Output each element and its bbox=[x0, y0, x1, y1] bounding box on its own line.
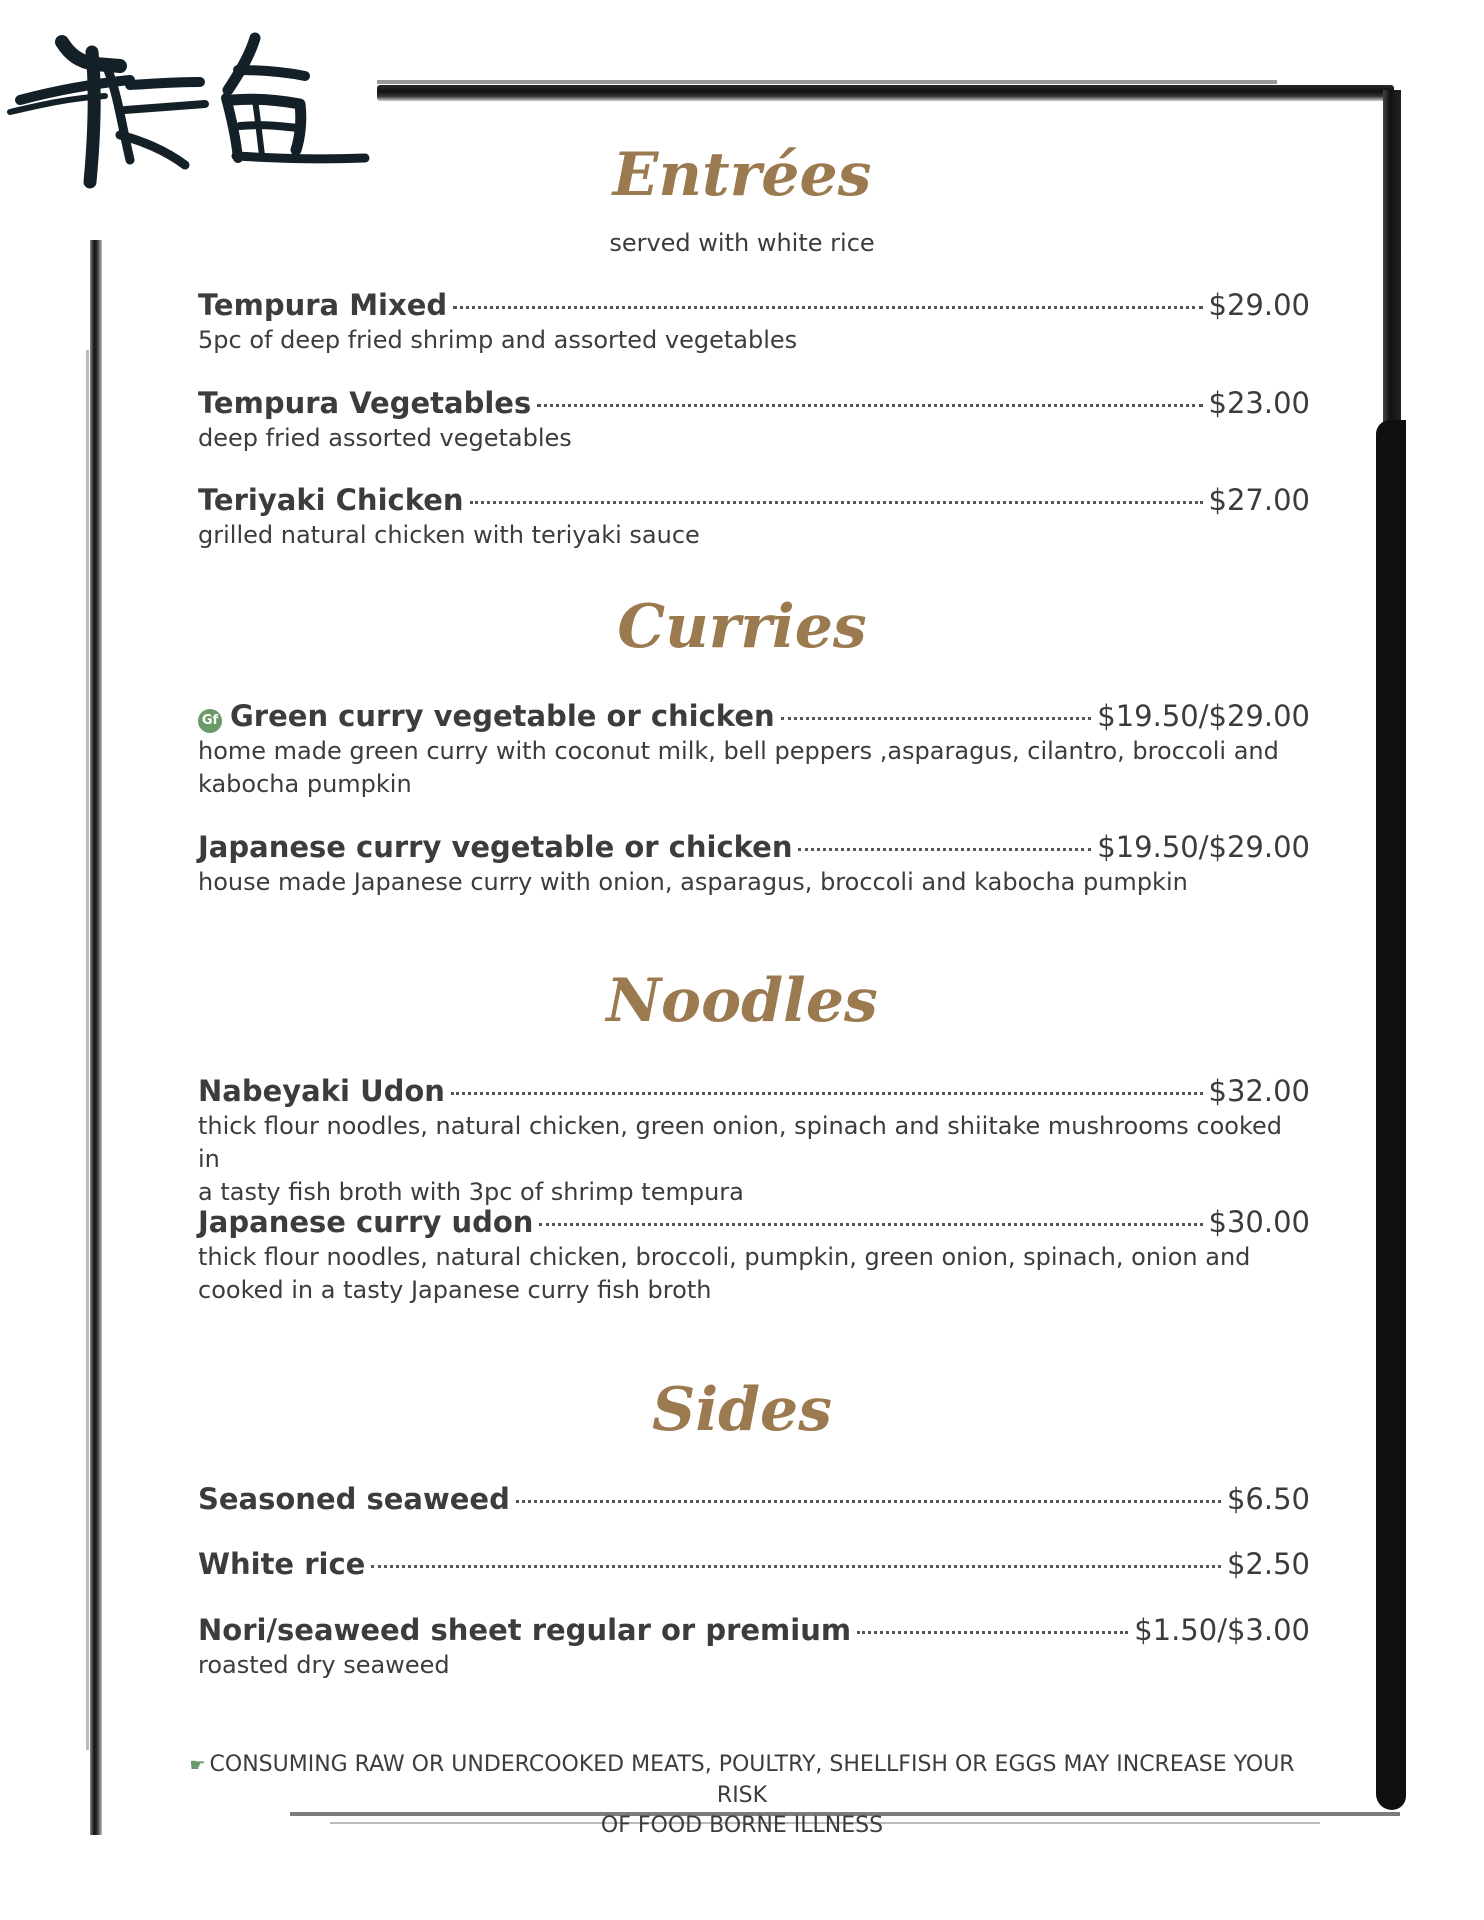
menu-item-nabeyaki-udon bbox=[198, 1072, 1310, 1209]
item-name: Japanese curry udon bbox=[198, 1205, 534, 1239]
item-description-line2: kabocha pumpkin bbox=[198, 770, 412, 798]
item-price: $32.00 bbox=[1208, 1074, 1310, 1108]
dot-leader bbox=[781, 717, 1092, 720]
dot-leader bbox=[470, 501, 1203, 504]
item-name: Japanese curry vegetable or chicken bbox=[198, 830, 793, 864]
menu-item-white-rice bbox=[198, 1545, 1310, 1583]
item-description: thick flour noodles, natural chicken, broccoli, pumpkin, green onion, spinach, onion and bbox=[198, 1243, 1251, 1271]
menu-item-tempura-vegetables bbox=[198, 384, 1310, 455]
item-name-wrap bbox=[198, 697, 775, 735]
section-title-entrees: Entrées bbox=[612, 140, 872, 210]
section-title-sides: Sides bbox=[651, 1375, 833, 1445]
item-price: $27.00 bbox=[1208, 483, 1310, 517]
frame-brush-left bbox=[90, 240, 102, 1835]
item-name: Seasoned seaweed bbox=[198, 1482, 510, 1516]
item-price: $1.50/$3.00 bbox=[1134, 1613, 1310, 1647]
disclaimer-line1: CONSUMING RAW OR UNDERCOOKED MEATS, POULTRY, SHELLFISH OR EGGS MAY INCREASE YOUR RISK bbox=[209, 1752, 1295, 1808]
dot-leader bbox=[857, 1631, 1128, 1634]
item-name: Nori/seaweed sheet regular or premium bbox=[198, 1613, 852, 1647]
item-description: 5pc of deep fried shrimp and assorted vegetables bbox=[198, 326, 798, 354]
dot-leader bbox=[516, 1500, 1221, 1503]
item-description-line2: a tasty fish broth with 3pc of shrimp tempura bbox=[198, 1178, 744, 1206]
menu-item-nori-sheet bbox=[198, 1611, 1310, 1682]
item-price: $30.00 bbox=[1208, 1205, 1310, 1239]
item-price: $19.50/$29.00 bbox=[1097, 699, 1310, 733]
gluten-free-badge-icon: Gf bbox=[198, 709, 222, 733]
menu-item-seasoned-seaweed bbox=[198, 1480, 1310, 1518]
item-description: roasted dry seaweed bbox=[198, 1651, 450, 1679]
item-name: Tempura Vegetables bbox=[198, 386, 532, 420]
dot-leader bbox=[453, 306, 1202, 309]
dot-leader bbox=[371, 1565, 1221, 1568]
food-safety-disclaimer bbox=[180, 1750, 1304, 1841]
item-description: grilled natural chicken with teriyaki sauce bbox=[198, 521, 700, 549]
menu-item-tempura-mixed bbox=[198, 286, 1310, 357]
menu-item-japanese-curry-udon bbox=[198, 1203, 1310, 1307]
item-name: Nabeyaki Udon bbox=[198, 1074, 445, 1108]
disclaimer-line2: OF FOOD BORNE ILLNESS bbox=[600, 1813, 884, 1838]
menu-item-japanese-curry bbox=[198, 828, 1310, 899]
frame-brush-top-thin bbox=[377, 80, 1277, 84]
item-name: Tempura Mixed bbox=[198, 288, 448, 322]
item-price: $2.50 bbox=[1226, 1547, 1310, 1581]
item-name: Green curry vegetable or chicken bbox=[230, 699, 775, 733]
dot-leader bbox=[451, 1092, 1203, 1095]
item-description-line2: cooked in a tasty Japanese curry fish broth bbox=[198, 1276, 712, 1304]
item-price: $29.00 bbox=[1208, 288, 1310, 322]
dot-leader bbox=[537, 404, 1202, 407]
menu-item-teriyaki-chicken bbox=[198, 481, 1310, 552]
item-name: Teriyaki Chicken bbox=[198, 483, 464, 517]
section-subtitle-entrees: served with white rice bbox=[609, 229, 875, 257]
dot-leader bbox=[539, 1223, 1202, 1226]
frame-brush-top bbox=[377, 85, 1394, 101]
pointing-hand-icon: ☛ bbox=[189, 1755, 206, 1776]
dot-leader bbox=[798, 848, 1091, 851]
item-price: $6.50 bbox=[1226, 1482, 1310, 1516]
frame-brush-left-thin bbox=[86, 350, 89, 1750]
item-name: White rice bbox=[198, 1547, 366, 1581]
item-price: $23.00 bbox=[1208, 386, 1310, 420]
section-title-curries: Curries bbox=[617, 592, 867, 662]
section-title-noodles: Noodles bbox=[606, 966, 878, 1036]
menu-item-green-curry bbox=[198, 697, 1310, 801]
item-description: house made Japanese curry with onion, asparagus, broccoli and kabocha pumpkin bbox=[198, 868, 1188, 896]
item-description: deep fried assorted vegetables bbox=[198, 424, 572, 452]
item-description: thick flour noodles, natural chicken, green onion, spinach and shiitake mushrooms cooked in bbox=[198, 1112, 1283, 1173]
item-price: $19.50/$29.00 bbox=[1097, 830, 1310, 864]
item-description: home made green curry with coconut milk, bell peppers ,asparagus, cilantro, broccoli and bbox=[198, 737, 1279, 765]
